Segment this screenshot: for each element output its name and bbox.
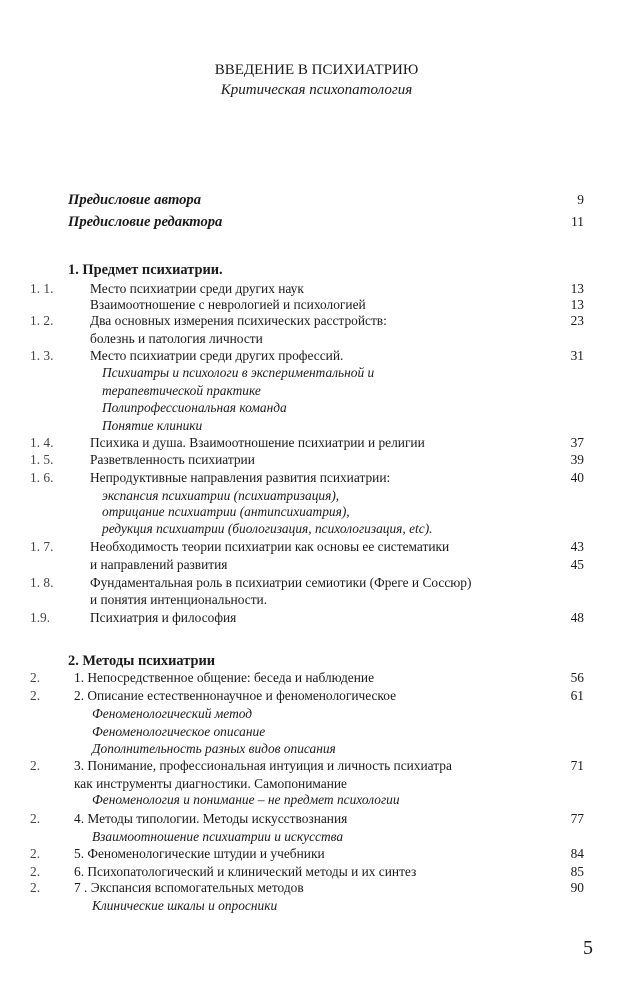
entry-text: 6. Психопатологический и клинический методы и их синтез <box>74 864 417 879</box>
preface-author-label: Предисловие автора <box>68 192 202 208</box>
entry-number: 1. 3. <box>30 348 54 363</box>
entry-text: Феноменологический метод <box>92 706 253 721</box>
entry-text: Фундаментальная роль в психиатрии семиотики (Фреге и Соссюр) <box>90 575 472 590</box>
entry-text: и понятия интенциональности. <box>90 592 268 607</box>
entry-page: 77 <box>570 811 584 826</box>
entry-text: Дополнительность разных видов описания <box>92 741 336 756</box>
book-subtitle: Критическая психопатология <box>220 82 413 98</box>
entry-page: 43 <box>570 539 584 554</box>
entry-text: Психиатрия и философия <box>90 610 237 625</box>
entry-text: 2. Описание естественнонаучное и феноменологическое <box>74 688 397 703</box>
entry-number: 1. 7. <box>30 539 54 554</box>
entry-number: 2. <box>30 670 41 685</box>
entry-number: 2. <box>30 688 41 703</box>
entry-text: терапевтической практике <box>102 383 261 398</box>
entry-text: 1. Непосредственное общение: беседа и наблюдение <box>74 670 375 685</box>
entry-text: Психиатры и психологи в экспериментальной и <box>102 365 375 380</box>
entry-page: 48 <box>570 610 584 625</box>
entry-text: Понятие клиники <box>102 418 203 433</box>
entry-page: 39 <box>570 452 584 467</box>
entry-text: Непродуктивные направления развития психиатрии: <box>90 470 391 485</box>
entry-number: 2. <box>30 758 41 773</box>
preface-editor-label: Предисловие редактора <box>68 214 223 230</box>
entry-text: Взаимоотношение с неврологией и психологией <box>90 297 366 312</box>
page-number: 5 <box>583 937 593 959</box>
entry-number: 2. <box>30 880 41 895</box>
entry-text: Клинические шкалы и опросники <box>92 898 278 913</box>
entry-page: 45 <box>570 557 584 572</box>
section-title: 1. Предмет психиатрии. <box>68 262 223 278</box>
entry-number: 1. 1. <box>30 281 54 296</box>
entry-text: 3. Понимание, профессиональная интуиция и личность психиатра <box>74 758 452 773</box>
entry-page: 37 <box>570 435 584 450</box>
preface-editor-page: 11 <box>571 214 584 229</box>
entry-number: 1. 8. <box>30 575 54 590</box>
entry-number: 2. <box>30 864 41 879</box>
entry-text: как инструменты диагностики. Самопонимание <box>74 776 347 791</box>
entry-text: редукция психиатрии (биологизация, психологизация, etc). <box>102 521 433 536</box>
entry-page: 90 <box>570 880 584 895</box>
entry-text: Место психиатрии среди других наук <box>90 281 304 296</box>
entry-page: 40 <box>570 470 584 485</box>
entry-number: 1. 5. <box>30 452 54 467</box>
entry-page: 13 <box>570 281 584 296</box>
entry-page: 31 <box>570 348 584 363</box>
entry-number: 1. 4. <box>30 435 54 450</box>
entry-number: 1. 2. <box>30 313 54 328</box>
book-title: ВВЕДЕНИЕ В ПСИХИАТРИЮ <box>214 62 419 78</box>
entry-text: Разветвленность психиатрии <box>90 452 255 467</box>
entry-text: Два основных измерения психических расстройств: <box>90 313 387 328</box>
entry-text: отрицание психиатрии (антипсихиатрия), <box>102 504 350 519</box>
entry-page: 23 <box>570 313 584 328</box>
preface-author-page: 9 <box>577 192 584 207</box>
entry-number: 1. 6. <box>30 470 54 485</box>
entry-text: 4. Методы типологии. Методы искусствознания <box>74 811 348 826</box>
entry-text: экспансия психиатрии (психиатризация), <box>102 488 340 503</box>
entry-page: 84 <box>570 846 584 861</box>
entry-text: Полипрофессиональная команда <box>102 400 287 415</box>
entry-text: Взаимоотношение психиатрии и искусства <box>92 829 344 844</box>
entry-number: 2. <box>30 811 41 826</box>
entry-text: Необходимость теории психиатрии как основы ее систематики <box>90 539 450 554</box>
entry-page: 85 <box>570 864 584 879</box>
entry-page: 71 <box>570 758 584 773</box>
entry-text: Феноменологическое описание <box>92 724 266 739</box>
section-title: 2. Методы психиатрии <box>68 653 216 669</box>
entry-text: 5. Феноменологические штудии и учебники <box>74 846 325 861</box>
entry-number: 2. <box>30 846 41 861</box>
entry-text: 7 . Экспансия вспомогательных методов <box>74 880 304 895</box>
entry-text: Психика и душа. Взаимоотношение психиатрии и религии <box>90 435 425 450</box>
entry-text: болезнь и патология личности <box>90 331 263 346</box>
entry-page: 56 <box>570 670 584 685</box>
entry-page: 61 <box>570 688 584 703</box>
entry-text: Феноменология и понимание – не предмет психологии <box>92 792 400 807</box>
entry-number: 1.9. <box>30 610 51 625</box>
entry-page: 13 <box>570 297 584 312</box>
entry-text: и направлений развития <box>90 557 228 572</box>
entry-text: Место психиатрии среди других профессий. <box>90 348 344 363</box>
